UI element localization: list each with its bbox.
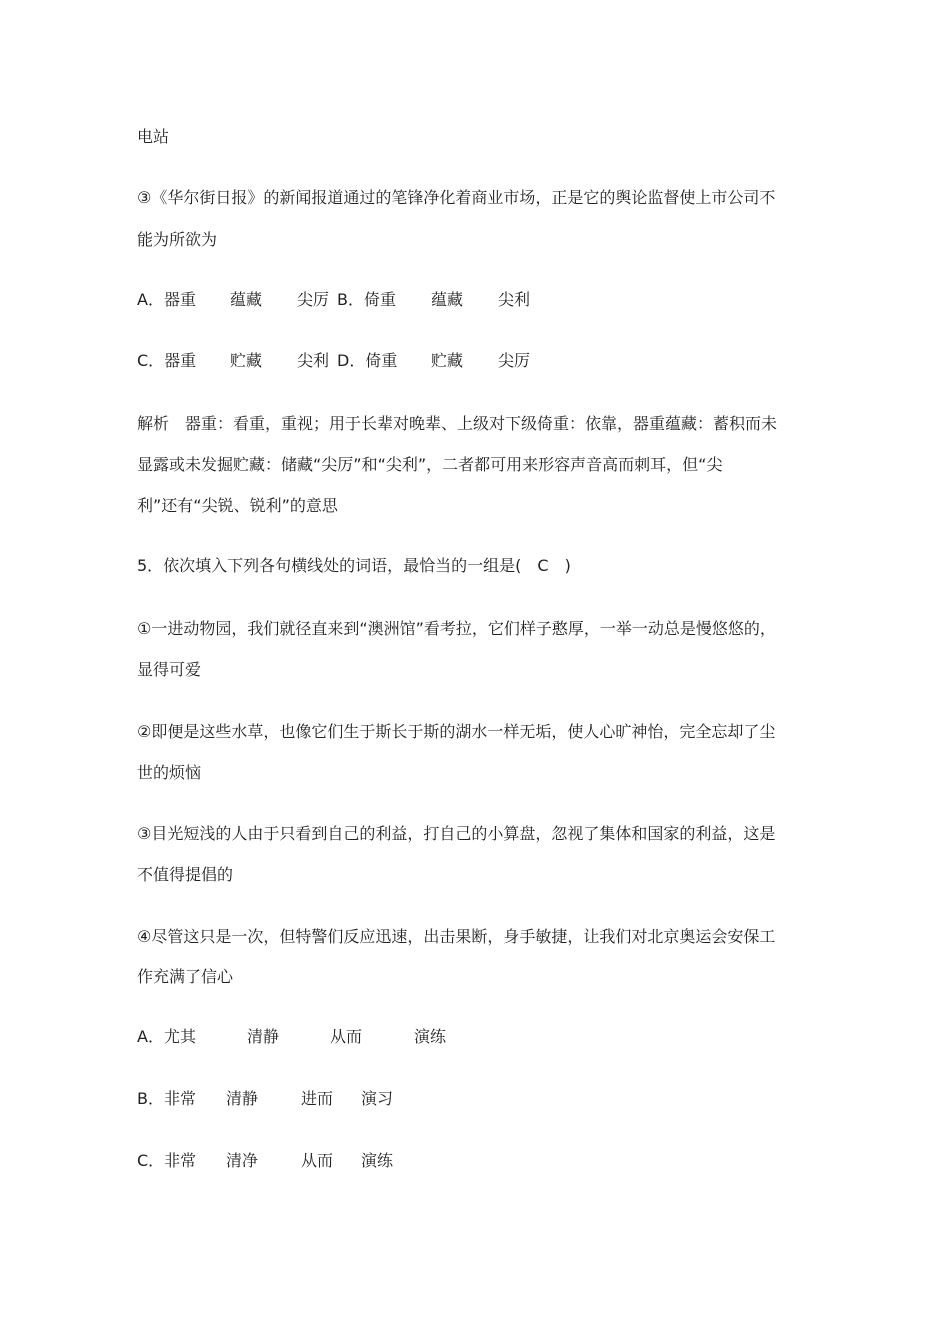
option-b-word-4: 演习: [361, 1089, 394, 1108]
sentence-1-cont: 显得可爱: [137, 660, 202, 679]
option-c-word-1: C．器重: [137, 351, 197, 370]
option-a-word-1: A．尤其: [137, 1027, 196, 1046]
option-b-word-1: B．非常: [137, 1089, 196, 1108]
sentence-1: ①一进动物园，我们就径直来到“澳洲馆”看考拉，它们样子憨厚，一举一动总是慢悠悠的，: [137, 619, 776, 638]
text-line: 能为所欲为: [137, 230, 218, 249]
sentence-4: ④尽管这只是一次，但特警们反应迅速，出击果断，身手敏捷，让我们对北京奥运会安保工: [137, 927, 776, 946]
option-a-word-3: 尖厉: [297, 290, 330, 309]
option-c-word-2: 贮藏: [230, 351, 263, 370]
option-c-word-4: 演练: [361, 1151, 394, 1170]
analysis-line: 显露或未发掘贮藏：储藏“尖厉”和“尖利”，二者都可用来形容声音高而刺耳，但“尖: [137, 455, 723, 474]
text-line: 电站: [137, 127, 170, 146]
question-5-stem: 5．依次填入下列各句横线处的词语，最恰当的一组是( C ): [137, 556, 571, 575]
sentence-2: ②即便是这些水草，也像它们生于斯长于斯的湖水一样无垢，使人心旷神怡，完全忘却了尘: [137, 722, 776, 741]
analysis-line: 利”还有“尖锐、锐利”的意思: [137, 496, 338, 515]
option-c-word-3: 从而: [301, 1151, 334, 1170]
sentence-2-cont: 世的烦恼: [137, 763, 202, 782]
text-line: ③《华尔街日报》的新闻报道通过的笔锋净化着商业市场，正是它的舆论监督使上市公司不: [137, 188, 776, 207]
option-c-word-2: 清净: [226, 1151, 259, 1170]
option-a-word-1: A．器重: [137, 290, 196, 309]
option-b-word-3: 进而: [301, 1089, 334, 1108]
option-a-word-2: 蕴藏: [230, 290, 263, 309]
option-d-word-2: 贮藏: [431, 351, 464, 370]
option-a-word-2: 清静: [247, 1027, 280, 1046]
option-b-word-3: 尖利: [498, 290, 531, 309]
option-b-word-2: 清静: [226, 1089, 259, 1108]
sentence-3-cont: 不值得提倡的: [137, 865, 234, 884]
option-d-word-1: D．倚重: [337, 351, 398, 370]
option-c-word-3: 尖利: [297, 351, 330, 370]
option-c-word-1: C．非常: [137, 1151, 197, 1170]
sentence-4-cont: 作充满了信心: [137, 967, 234, 986]
option-a-word-3: 从而: [330, 1027, 363, 1046]
option-a-word-4: 演练: [414, 1027, 447, 1046]
sentence-3: ③目光短浅的人由于只看到自己的利益，打自己的小算盘，忽视了集体和国家的利益，这是: [137, 824, 776, 843]
option-b-word-1: B．倚重: [337, 290, 396, 309]
option-b-word-2: 蕴藏: [431, 290, 464, 309]
option-d-word-3: 尖厉: [498, 351, 531, 370]
analysis-line: 解析 器重：看重，重视；用于长辈对晚辈、上级对下级倚重：依靠，器重蕴藏：蓄积而未: [137, 414, 778, 433]
